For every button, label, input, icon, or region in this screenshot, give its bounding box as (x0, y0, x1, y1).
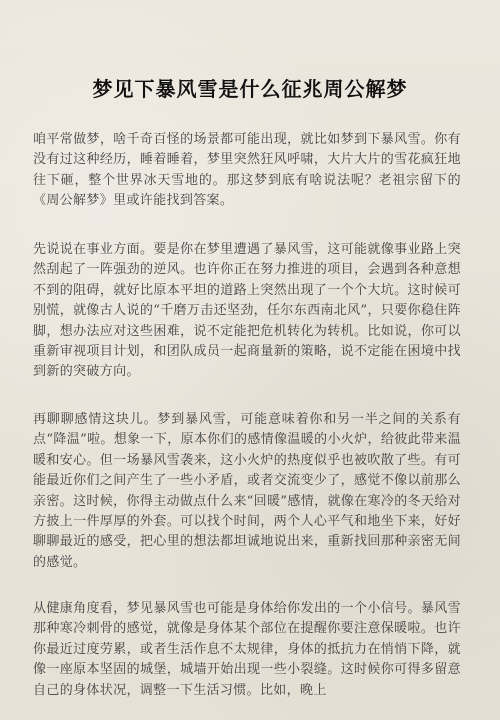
paragraph-relationship: 再聊聊感情这块儿。梦到暴风雪，可能意味着你和另一半之间的关系有点“降温”啦。想象一下，原本你们的感情像温暖的小火炉，给彼此带来温暖和安心。但一场暴风雪袭来，这小火炉的热度似乎也被吹散了些。有可能最近你们之间产生了一些小矛盾，或者交流变少了，感觉不像以前那么亲密。这时候，你得主动做点什么来“回暖”感情，就像在寒冷的冬天给对方披上一件厚厚的外套。可以找个时间，两个人心平气和地坐下来，好好聊聊最近的感受，把心里的想法都坦诚地说出来，重新找回那种亲密无间的感觉。 (33, 412, 461, 570)
paragraph-intro: 咱平常做梦，啥千奇百怪的场景都可能出现，就比如梦到下暴风雪。你有没有过这种经历，睡着睡着，梦里突然狂风呼啸，大片大片的雪花疯狂地往下砸，整个世界冰天雪地的。那这梦到底有啥说法呢？老祖宗留下的《周公解梦》里或许能找到答案。 (33, 132, 461, 209)
article-title: 梦见下暴风雪是什么征兆周公解梦 (92, 77, 408, 102)
paragraph-health: 从健康角度看，梦见暴风雪也可能是身体给你发出的一个小信号。暴风雪那种寒冷刺骨的感觉，就像是身体某个部位在提醒你要注意保暖啦。也许你最近过度劳累，或者生活作息不太规律，身体的抵抗力在悄悄下降，就像一座原本坚固的城堡，城墙开始出现一些小裂缝。这时候你可得多留意自己的身体状况，调整一下生活习惯。比如，晚上 (33, 601, 461, 698)
paragraph-career: 先说说在事业方面。要是你在梦里遭遇了暴风雪，这可能就像事业路上突然刮起了一阵强劲的逆风。也许你正在努力推进的项目，会遇到各种意想不到的阻碍，就好比原本平坦的道路上突然出现了一个个大坑。这时候可别慌，就像古人说的“千磨万击还坚劲，任尔东西南北风”，只要你稳住阵脚，想办法应对这些困难，说不定能把危机转化为转机。比如说，你可以重新审视项目计划，和团队成员一起商量新的策略，说不定能在困境中找到新的突破方向。 (33, 242, 461, 380)
